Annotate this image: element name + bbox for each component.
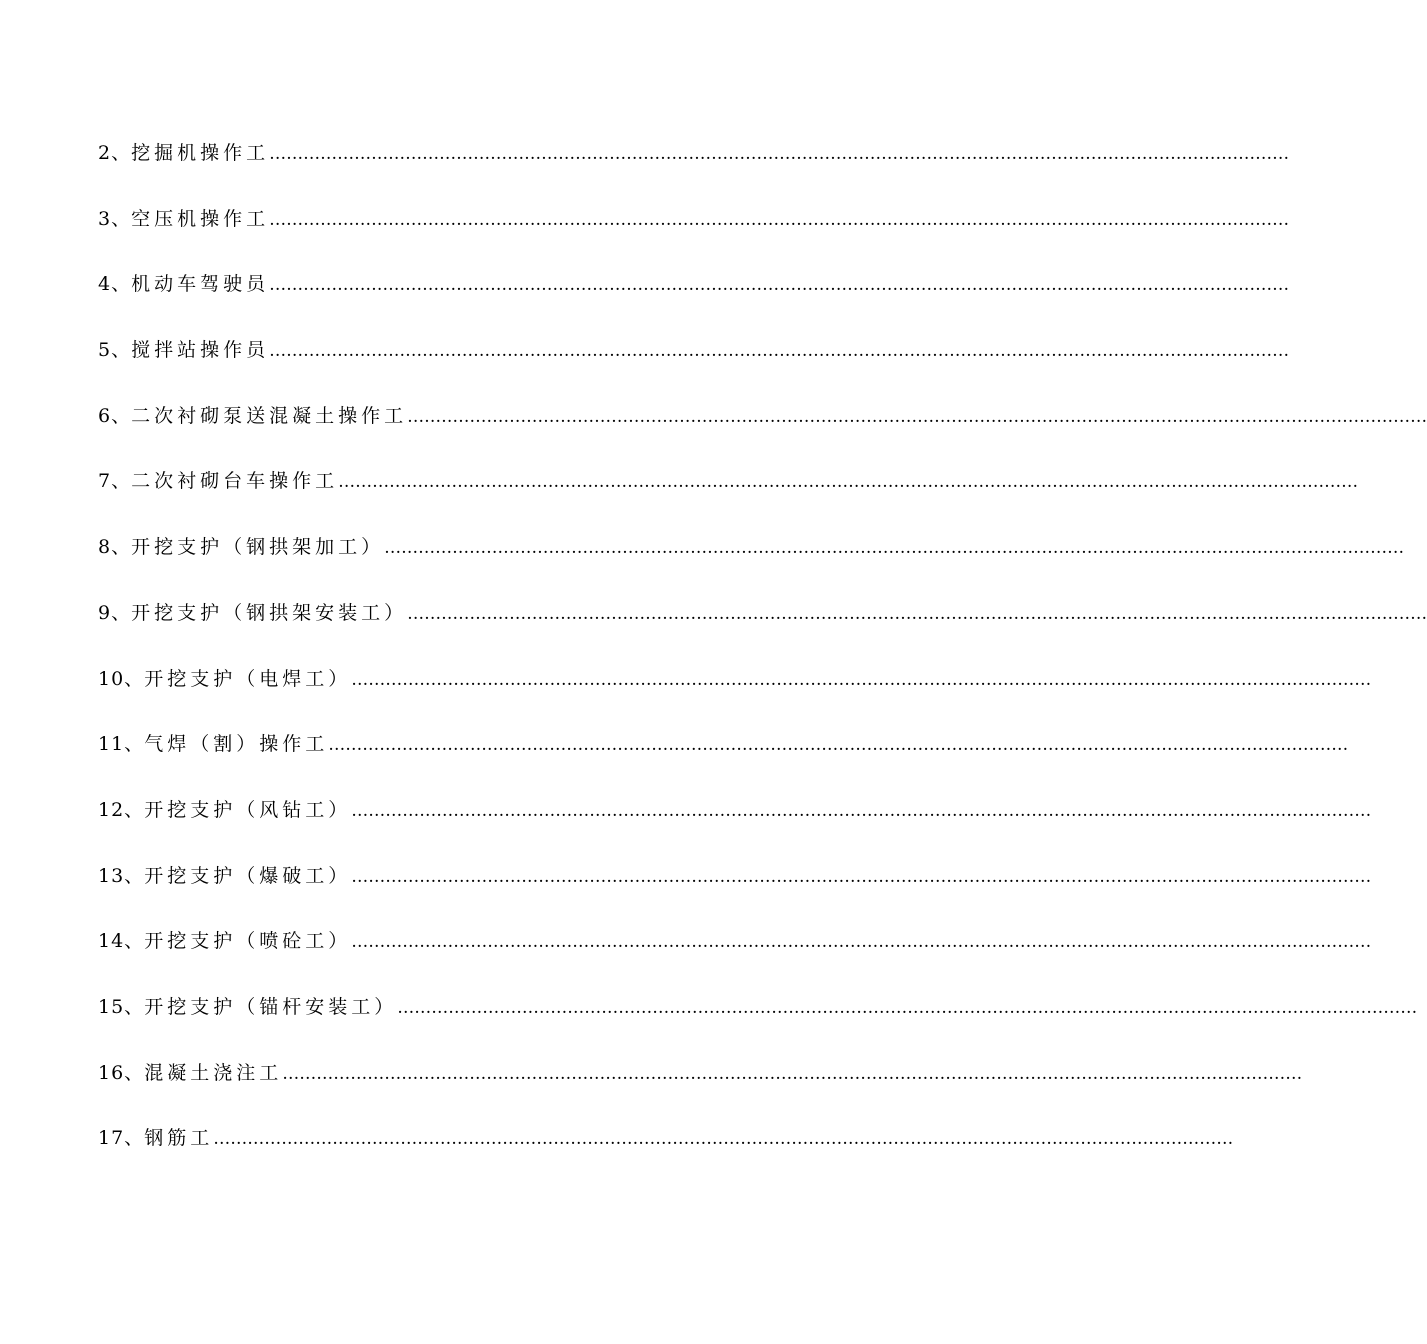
- dot-leader: ………………………………………………………………………………………………………………………………………………………………: [407, 406, 1427, 427]
- toc-item: [98, 590, 1427, 656]
- toc-item-title: 二次衬砌泵送混凝土操作工: [131, 404, 408, 427]
- dot-leader: ………………………………………………………………………………………………………………………………………………………………: [269, 275, 1290, 296]
- toc-item-number: 12、: [98, 798, 145, 821]
- toc-item-title: 机动车驾驶员: [131, 273, 270, 296]
- toc-item-title: 开挖支护（钢拱架安装工）: [131, 601, 408, 624]
- dot-leader: ………………………………………………………………………………………………………………………………………………………………: [351, 932, 1372, 953]
- toc-item-title: 挖掘机操作工: [131, 142, 270, 164]
- toc-item: [98, 787, 1372, 853]
- toc-item-number: 10、: [98, 667, 145, 690]
- toc-item-number: 8、: [98, 536, 132, 559]
- dot-leader: ………………………………………………………………………………………………………………………………………………………………: [351, 800, 1372, 821]
- toc-item: [98, 1050, 1303, 1116]
- toc-item: [98, 656, 1372, 722]
- toc-item-number: 17、: [98, 1127, 145, 1150]
- dot-leader: ………………………………………………………………………………………………………………………………………………………………: [282, 1063, 1303, 1084]
- toc-item: [98, 918, 1372, 984]
- toc-item-number: 5、: [98, 339, 132, 362]
- toc-item-number: 11、: [98, 733, 145, 756]
- dot-leader: ………………………………………………………………………………………………………………………………………………………………: [328, 735, 1349, 756]
- dot-leader: ………………………………………………………………………………………………………………………………………………………………: [338, 472, 1359, 493]
- toc-item-number: 15、: [98, 995, 145, 1018]
- toc-item: [98, 196, 1290, 262]
- toc-item-title: 开挖支护（喷砼工）: [144, 930, 352, 953]
- toc-item-title: 混凝土浇注工: [144, 1061, 283, 1084]
- dot-leader: ………………………………………………………………………………………………………………………………………………………………: [213, 1129, 1234, 1150]
- toc-item: [98, 984, 1418, 1050]
- toc-item-number: 9、: [98, 601, 132, 624]
- toc-item-number: 2、: [98, 142, 132, 164]
- toc-item-number: 4、: [98, 273, 132, 296]
- toc-item: [98, 130, 1290, 196]
- toc-item-title: 气焊（割）操作工: [144, 733, 329, 756]
- toc-item-title: 二次衬砌台车操作工: [131, 470, 339, 493]
- dot-leader: ………………………………………………………………………………………………………………………………………………………………: [397, 997, 1418, 1018]
- toc-item: [98, 261, 1290, 327]
- dot-leader: ………………………………………………………………………………………………………………………………………………………………: [407, 603, 1427, 624]
- dot-leader: ………………………………………………………………………………………………………………………………………………………………: [384, 538, 1405, 559]
- toc-item-title: 开挖支护（钢拱架加工）: [131, 536, 385, 559]
- toc-item-title: 开挖支护（爆破工）: [144, 864, 352, 887]
- dot-leader: ………………………………………………………………………………………………………………………………………………………………: [269, 209, 1290, 230]
- toc-item: [98, 1115, 1234, 1181]
- dot-leader: ………………………………………………………………………………………………………………………………………………………………: [351, 866, 1372, 887]
- toc-item-title: 开挖支护（锚杆安装工）: [144, 995, 398, 1018]
- toc-item: [98, 393, 1427, 459]
- toc-item: [98, 853, 1372, 919]
- toc-item: [98, 721, 1349, 787]
- toc-item-title: 钢筋工: [144, 1127, 214, 1150]
- toc-item-title: 搅拌站操作员: [131, 339, 270, 362]
- dot-leader: ………………………………………………………………………………………………………………………………………………………………: [269, 144, 1290, 164]
- toc-item-number: 13、: [98, 864, 145, 887]
- toc-item: [98, 327, 1290, 393]
- toc-item-number: 3、: [98, 207, 132, 230]
- toc-item-title: 空压机操作工: [131, 207, 270, 230]
- dot-leader: ………………………………………………………………………………………………………………………………………………………………: [351, 669, 1372, 690]
- toc-item-number: 16、: [98, 1061, 145, 1084]
- toc-item-number: 6、: [98, 404, 132, 427]
- table-of-contents: [98, 130, 1427, 1181]
- toc-item-title: 开挖支护（电焊工）: [144, 667, 352, 690]
- toc-item-number: 14、: [98, 930, 145, 953]
- toc-item-title: 开挖支护（风钻工）: [144, 798, 352, 821]
- dot-leader: ………………………………………………………………………………………………………………………………………………………………: [269, 341, 1290, 362]
- toc-item: [98, 458, 1359, 524]
- toc-item: [98, 524, 1405, 590]
- toc-item-number: 7、: [98, 470, 132, 493]
